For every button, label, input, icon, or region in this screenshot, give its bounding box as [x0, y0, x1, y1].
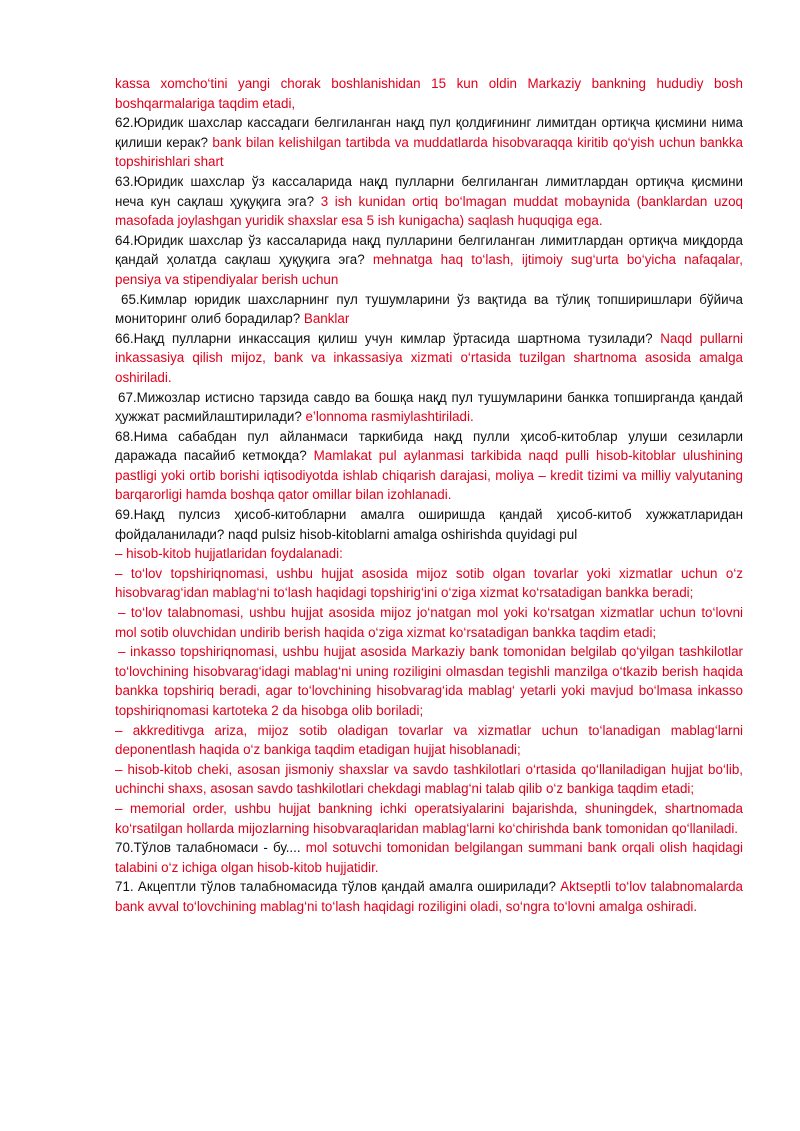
qa-item-63	[115, 172, 743, 231]
question-text: 66.Нақд пулларни инкассация қилиш учун кимлар ўртасида шартнома тузилади?	[115, 330, 661, 346]
answer-text: mol sotuvchi tomonidan belgilangan summani bank orqali olish haqidagi talabini o‘z ichiga olgan hisob-kitob hujjatidir.	[115, 840, 744, 875]
answer-text: – hisob-kitob cheki, asosan jismoniy shaxslar va savdo tashkilotlari o‘rtasida qo‘llaniladigan hujjat bo‘lib, uchinchi shaxs, asosan savdo tashkilotlari chekdagi mablag‘ni talab qilib o‘z bankiga taqdim etadi;	[115, 761, 743, 797]
question-text: 64.Юридик шахслар ўз кассаларида нақд пулларини белгиланган лимитлардан ортиқча миқдорда қандай ҳолатда сақлаш ҳуқуқига эга?	[115, 232, 743, 268]
list-item	[115, 603, 743, 642]
list-item	[115, 721, 743, 760]
answer-text: kassa xomcho‘tini yangi chorak boshlanishidan 15 kun oldin Markaziy bankning hududiy bosh boshqarmalariga taqdim etadi,	[115, 76, 743, 111]
qa-item-66	[115, 329, 743, 388]
question-text: 71. Акцептли тўлов талабномасида тўлов қандай амалга оширилади?	[115, 879, 561, 895]
qa-item-71	[115, 877, 743, 916]
question-text: 68.Нима сабабдан пул айланмаси таркибида нақд пулли ҳисоб-китоблар улуши сезиларли даражада пасайиб кетмоқда?	[115, 428, 743, 464]
qa-item-70	[115, 838, 743, 877]
answer-text: – to‘lov topshiriqnomasi, ushbu hujjat asosida mijoz sotib olgan tovarlar yoki xizmatlar uchun o‘z hisobvarag‘idan mablag‘ni to‘lash haqidagi topshirig‘ini o‘ziga xizmat ko‘rsatadigan bankka beradi;	[115, 565, 743, 601]
answer-text: e’lonnoma rasmiylashtiriladi.	[305, 409, 474, 425]
document-page	[115, 74, 743, 917]
answer-text: – hisob-kitob hujjatlaridan foydalanadi:	[115, 546, 343, 562]
list-item	[115, 642, 743, 720]
list-item	[115, 544, 743, 564]
qa-item-68	[115, 427, 743, 505]
list-item	[115, 760, 743, 799]
question-text: 62.Юридик шахслар кассадаги белгиланган нақд пул қолдиғининг лимитдан ортиқча қисмини нима қилиши керак?	[115, 115, 743, 150]
answer-text: mehnatga haq to‘lash, ijtimoiy sug‘urta bo‘yicha nafaqalar, pensiya va stipendiyalar berish uchun	[115, 252, 744, 287]
qa-item-69	[115, 505, 743, 544]
list-item	[115, 799, 743, 838]
answer-text: – memorial order, ushbu hujjat bankning ichki operatsiyalarini bajarishda, shuningdek, shartnomada ko‘rsatilgan hollarda mijozlarning hisobvaraqlaridan mablag‘larni ko‘chirishda bank tomonidan qo‘llaniladi.	[115, 800, 743, 836]
answer-text: Aktseptli to‘lov talabnomalarda bank avval to‘lovchining mablag‘ni to‘lash haqidagi roziligini oladi, so‘ngra to‘lovni amalga oshiradi.	[115, 879, 743, 914]
question-text: 67.Мижозлар истисно тарзида савдо ва бошқа нақд пул тушумларини банкка топширганда қандай ҳужжат расмийлаштирилади?	[115, 389, 743, 425]
answer-text: bank bilan kelishilgan tartibda va muddatlarda hisobvaraqqa kiritib qo‘yish uchun bankka topshirishlari shart	[115, 134, 744, 170]
question-text: 63.Юридик шахслар ўз кассаларида нақд пулларни белгиланган лимитлардан ортиқча қисмини неча кун сақлаш ҳуқуқига эга?	[115, 173, 743, 209]
answer-text: – inkasso topshiriqnomasi, ushbu hujjat asosida Markaziy bank tomonidan belgilab qo‘yilgan tashkilotlar to‘lovchining hisobvarag‘idagi mablag‘ni uning roziligini olmasdan tegishli manzilga o‘tkazib berish haqida bankka topshiriq beradi, agar to‘lovchining hisobvarag‘ida mablag‘ yetarli yoki mavjud bo‘lmasa inkasso topshiriqnomasi kartoteka 2 da hisobga olib boriladi;	[115, 644, 743, 718]
answer-text: Banklar	[303, 311, 350, 327]
qa-item-65	[115, 290, 743, 329]
answer-continuation	[115, 74, 743, 113]
qa-item-64	[115, 231, 743, 290]
qa-item-67	[115, 388, 743, 427]
question-text: 69.Нақд пулсиз ҳисоб-китобларни амалга оширишда қандай ҳисоб-китоб хужжатларидан фойдаланилади? naqd pulsiz hisob-kitoblarni amalga oshirishda quyidagi pul	[115, 507, 743, 542]
question-text: 70.Тўлов талабномаси - бу....	[115, 840, 306, 856]
question-text: 65.Кимлар юридик шахсларнинг пул тушумларини ўз вақтида ва тўлиқ топширишлари бўйича мониторинг олиб борадилар?	[115, 291, 743, 327]
answer-text: Mamlakat pul aylanmasi tarkibida naqd pulli hisob-kitoblar ulushining pastligi yoki ortib borishi iqtisodiyotda ishlab chiqarish darajasi, moliya – kredit tizimi va milliy valyutaning barqarorligi hamda boshqa qator omillar bilan izohlanadi.	[115, 448, 743, 503]
answer-text: – to‘lov talabnomasi, ushbu hujjat asosida mijoz jo‘natgan mol yoki ko‘rsatgan xizmatlar uchun to‘lovni mol sotib oluvchidan undirib berish haqida o‘ziga xizmat ko‘rsatadigan bankka taqdim etadi;	[115, 605, 743, 640]
answer-text: Naqd pullarni inkassasiya qilish mijoz, bank va inkassasiya xizmati o‘rtasida tuzilgan shartnoma asosida amalga oshiriladi.	[115, 330, 744, 385]
answer-text: – akkreditivga ariza, mijoz sotib oladigan tovarlar va xizmatlar uchun to‘lanadigan mablag‘larni deponentlash haqida o‘z bankiga taqdim etadigan hujjat hisoblanadi;	[115, 722, 743, 758]
answer-text: 3 ish kunidan ortiq bo‘lmagan muddat mobaynida (banklardan uzoq masofada joylashgan yuridik shaxslar esa 5 ish kunigacha) saqlash huquqiga ega.	[115, 193, 743, 229]
qa-item-62	[115, 113, 743, 172]
list-item	[115, 564, 743, 603]
